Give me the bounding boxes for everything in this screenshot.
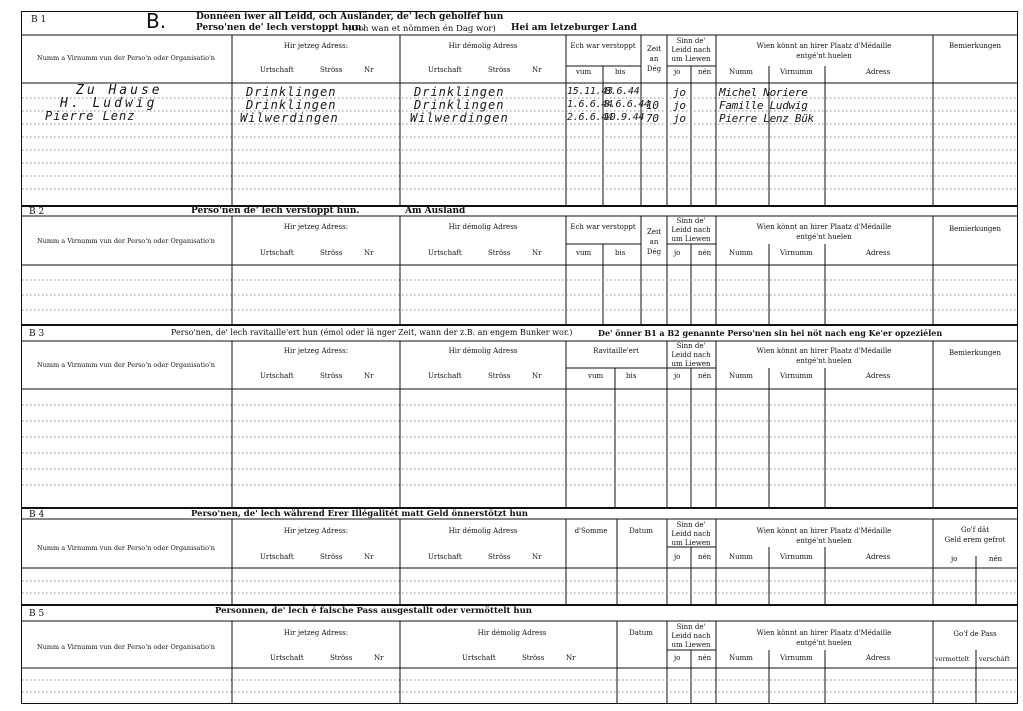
b5-current-address-header: Hir jetzeg Adress:	[283, 629, 349, 637]
b1-row3-name: Pierre Lenz	[45, 109, 136, 123]
b5-medal-name-header: Numm	[729, 654, 753, 662]
b1-row2-locality: Drinklingen	[246, 98, 337, 112]
b1-remarks-header: Bemierkungen	[948, 42, 1002, 50]
b2-current-address-header: Hir jetzeg Adress:	[283, 223, 349, 231]
section-b3-code: B 3	[29, 329, 45, 339]
b1-row3-to: 10.9.44	[604, 112, 645, 123]
b3-medal-first-header: Virnumm	[780, 372, 813, 380]
b1-time-header-2: an	[649, 55, 659, 63]
b2-former-street-header: Ströss	[488, 249, 511, 257]
b5-number-header: Nr	[374, 654, 384, 662]
b2-time-header-1: Zeit	[646, 228, 662, 236]
b2-number-header: Nr	[364, 249, 374, 257]
b4-money-yes-header: jo	[951, 555, 958, 563]
b1-alive-header-2: Leidd nach	[671, 46, 711, 54]
b1-row2-name: H. Ludwig	[60, 96, 158, 111]
b4-number-header: Nr	[364, 553, 374, 561]
b5-medal-header-2: entgé'nt huelen	[796, 639, 852, 647]
b4-former-street-header: Ströss	[488, 553, 511, 561]
b1-no-header: nén	[698, 68, 712, 76]
b1-current-address-header: Hir jetzeg Adress:	[283, 42, 349, 50]
b2-former-address-header: Hir démolig Adress	[448, 223, 518, 231]
b2-medal-name-header: Numm	[729, 249, 753, 257]
section-b1-note: (Och wan et nömmen én Dag wor)	[348, 24, 496, 34]
b5-medal-header-1: Wien könnt an hirer Plaatz d'Médaille	[756, 629, 892, 637]
b1-to-header: bis	[615, 68, 626, 76]
b3-former-locality-header: Urtschaft	[428, 372, 462, 380]
section-b2-country: Am Ausland	[405, 206, 466, 216]
b2-medal-first-header: Virnumm	[780, 249, 813, 257]
b1-row2-medal: Famille Ludwig	[719, 99, 808, 112]
b1-medal-first-header: Virnumm	[780, 68, 813, 76]
b1-name-header: Numm a Virnumm vun der Perso'n oder Organisatio'n	[37, 54, 215, 62]
b5-alive-header-1: Sinn de'	[676, 623, 706, 631]
b2-alive-header-3: um Liewen	[671, 235, 711, 243]
b3-locality-header: Urtschaft	[260, 372, 294, 380]
b2-alive-header-2: Leidd nach	[671, 226, 711, 234]
b5-street-header: Ströss	[330, 654, 353, 662]
b4-money-back-header-2: Geld erem gefrot	[944, 536, 1006, 544]
b1-from-header: vum	[576, 68, 592, 76]
b1-row2-alive: jo	[673, 99, 686, 112]
b4-alive-header-3: um Liewen	[671, 539, 711, 547]
b1-alive-header-1: Sinn de'	[676, 37, 706, 45]
b5-no-header: nén	[698, 654, 712, 662]
b1-medal-header-2: entgé'nt huelen	[796, 52, 852, 60]
b1-hid-header: Ech war verstoppt	[570, 42, 636, 50]
b1-former-locality-header: Urtschaft	[428, 66, 462, 74]
b4-medal-header-2: entgé'nt huelen	[796, 537, 852, 545]
b3-street-header: Ströss	[320, 372, 343, 380]
b1-row1-former-locality: Drinklingen	[414, 85, 505, 99]
section-b4-code: B 4	[29, 510, 45, 520]
b3-former-address-header: Hir démolig Adress	[448, 347, 518, 355]
b5-former-locality-header: Urtschaft	[462, 654, 496, 662]
b2-no-header: nén	[698, 249, 712, 257]
b2-hid-header: Ech war verstoppt	[570, 223, 636, 231]
b1-yes-header: jo	[674, 68, 681, 76]
b1-row1-name: Zu Hause	[76, 83, 163, 98]
b4-current-address-header: Hir jetzeg Adress:	[283, 527, 349, 535]
b2-from-header: vum	[576, 249, 592, 257]
b1-row3-medal: Pierre Lenz Bük	[719, 112, 814, 125]
b3-supplied-header: Ravitaille'ert	[593, 347, 639, 355]
b1-number-header: Nr	[364, 66, 374, 74]
b1-medal-header-1: Wien könnt an hirer Plaatz d'Médaille	[756, 42, 892, 50]
b5-medal-first-header: Virnumm	[780, 654, 813, 662]
b3-alive-header-2: Leidd nach	[671, 351, 711, 359]
b2-medal-header-1: Wien könnt an hirer Plaatz d'Médaille	[756, 223, 892, 231]
b5-issued-header: verschâft	[979, 655, 1010, 663]
b5-former-street-header: Ströss	[522, 654, 545, 662]
b2-remarks-header: Bemierkungen	[948, 225, 1002, 233]
b3-medal-header-2: entgé'nt huelen	[796, 357, 852, 365]
b2-to-header: bis	[615, 249, 626, 257]
b1-row3-former-locality: Wilwerdingen	[410, 111, 509, 125]
b1-medal-address-header: Adress	[866, 68, 891, 76]
section-b5-code: B 5	[29, 609, 45, 619]
b5-brokered-header: vermettelt	[935, 655, 970, 663]
b3-no-header: nén	[698, 372, 712, 380]
page-letter: B.	[146, 9, 167, 33]
b4-medal-name-header: Numm	[729, 553, 753, 561]
b3-alive-header-3: um Liewen	[671, 360, 711, 368]
b3-former-street-header: Ströss	[488, 372, 511, 380]
b4-former-locality-header: Urtschaft	[428, 553, 462, 561]
b5-former-number-header: Nr	[566, 654, 576, 662]
b1-row1-alive: jo	[673, 86, 686, 99]
b1-former-street-header: Ströss	[488, 66, 511, 74]
b5-medal-address-header: Adress	[866, 654, 891, 662]
b4-yes-header: jo	[674, 553, 681, 561]
b1-row1-locality: Drinklingen	[246, 85, 337, 99]
b1-row1-from: 15.11.43	[567, 86, 613, 97]
b5-date-header: Datum	[629, 629, 653, 637]
section-b4-title: Perso'nen, de' lech während Erer Illégalitét matt Geld önnerstötzt hun	[191, 509, 528, 519]
section-b1-subtitle: Perso'nen de' lech verstoppt hun.	[196, 23, 365, 33]
b3-current-address-header: Hir jetzeg Adress:	[283, 347, 349, 355]
b4-medal-header-1: Wien könnt an hirer Plaatz d'Médaille	[756, 527, 892, 535]
b1-row3-from: 2.6.6.44	[567, 112, 613, 123]
b2-former-number-header: Nr	[532, 249, 542, 257]
b4-street-header: Ströss	[320, 553, 343, 561]
b4-money-no-header: nén	[989, 555, 1003, 563]
b4-money-back-header-1: Go'f dât	[960, 526, 990, 534]
b3-yes-header: jo	[674, 372, 681, 380]
b5-alive-header-3: um Liewen	[671, 641, 711, 649]
b4-amount-header: d'Somme	[574, 527, 608, 535]
b4-former-number-header: Nr	[532, 553, 542, 561]
b3-alive-header-1: Sinn de'	[676, 342, 706, 350]
b1-row2-to: 8.6.6.44	[604, 99, 650, 110]
section-b1-code: B 1	[31, 15, 47, 25]
b1-former-number-header: Nr	[532, 66, 542, 74]
b1-row1-to: 8.6.44	[605, 86, 640, 97]
b1-street-header: Ströss	[320, 66, 343, 74]
b5-alive-header-2: Leidd nach	[671, 632, 711, 640]
b1-medal-name-header: Numm	[729, 68, 753, 76]
b2-time-header-3: Dég	[646, 248, 662, 256]
b4-alive-header-2: Leidd nach	[671, 530, 711, 538]
b3-remarks-header: Bemierkungen	[948, 349, 1002, 357]
b3-number-header: Nr	[364, 372, 374, 380]
b2-alive-header-1: Sinn de'	[676, 217, 706, 225]
b5-pass-header: Go'f de Pass	[953, 630, 997, 638]
b1-locality-header: Urtschaft	[260, 66, 294, 74]
b4-alive-header-1: Sinn de'	[676, 521, 706, 529]
section-b1-country: Hei am letzeburger Land	[511, 23, 637, 33]
b3-medal-address-header: Adress	[866, 372, 891, 380]
b1-former-address-header: Hir démolig Adress	[448, 42, 518, 50]
section-b3-note: De' önner B1 a B2 genannte Perso'nen sin hei nöt nach eng Ke'er opzeziélen	[598, 328, 943, 338]
b1-time-header-3: Dég	[646, 65, 662, 73]
b1-row3-locality: Wilwerdingen	[240, 111, 339, 125]
b1-row1-medal: Michel Noriere	[719, 86, 808, 99]
b2-street-header: Ströss	[320, 249, 343, 257]
b2-time-header-2: an	[649, 238, 659, 246]
section-b2-title: Perso'nen de' lech verstoppt hun.	[191, 206, 360, 216]
b1-alive-header-3: um Liewen	[671, 55, 711, 63]
b1-row2-from: 1.6.6.44	[567, 99, 613, 110]
b3-from-header: vum	[588, 372, 604, 380]
b1-row2-former-locality: Drinklingen	[414, 98, 505, 112]
section-b3-title: Perso'nen, de' lech ravitaille'ert hun (émol oder lä nger Zeit, wann der z.B. an engem Bunker wor.)	[171, 328, 573, 337]
b1-row2-days: 10	[646, 99, 659, 112]
b1-row3-days: 70	[646, 112, 659, 125]
b5-former-address-header: Hir démolig Adress	[477, 629, 547, 637]
b5-name-header: Numm a Virnumm vun der Perso'n oder Organisatio'n	[37, 643, 215, 651]
section-b2-code: B 2	[29, 207, 45, 217]
b2-name-header: Numm a Virnumm vun der Perso'n oder Organisatio'n	[37, 237, 215, 245]
b4-no-header: nén	[698, 553, 712, 561]
b1-time-header-1: Zeit	[646, 45, 662, 53]
b3-medal-name-header: Numm	[729, 372, 753, 380]
b2-medal-header-2: entgé'nt huelen	[796, 233, 852, 241]
b2-former-locality-header: Urtschaft	[428, 249, 462, 257]
section-b1-title: Donnéen iwer all Leidd, och Ausländer, de' lech geholfef hun	[196, 12, 504, 22]
b1-row3-alive: jo	[673, 112, 686, 125]
b4-medal-first-header: Virnumm	[780, 553, 813, 561]
b4-former-address-header: Hir démolig Adress	[448, 527, 518, 535]
b2-yes-header: jo	[674, 249, 681, 257]
b2-locality-header: Urtschaft	[260, 249, 294, 257]
section-b5-title: Personnen, de' lech é falsche Pass ausgestallt oder vermöttelt hun	[215, 606, 532, 616]
b4-date-header: Datum	[629, 527, 653, 535]
b3-former-number-header: Nr	[532, 372, 542, 380]
b4-locality-header: Urtschaft	[260, 553, 294, 561]
b3-to-header: bis	[626, 372, 637, 380]
b4-name-header: Numm a Virnumm vun der Perso'n oder Organisatio'n	[37, 544, 215, 552]
b2-medal-address-header: Adress	[866, 249, 891, 257]
b3-medal-header-1: Wien könnt an hirer Plaatz d'Médaille	[756, 347, 892, 355]
b4-medal-address-header: Adress	[866, 553, 891, 561]
b3-name-header: Numm a Virnumm vun der Perso'n oder Organisatio'n	[37, 361, 215, 369]
b5-yes-header: jo	[674, 654, 681, 662]
b5-locality-header: Urtschaft	[270, 654, 304, 662]
